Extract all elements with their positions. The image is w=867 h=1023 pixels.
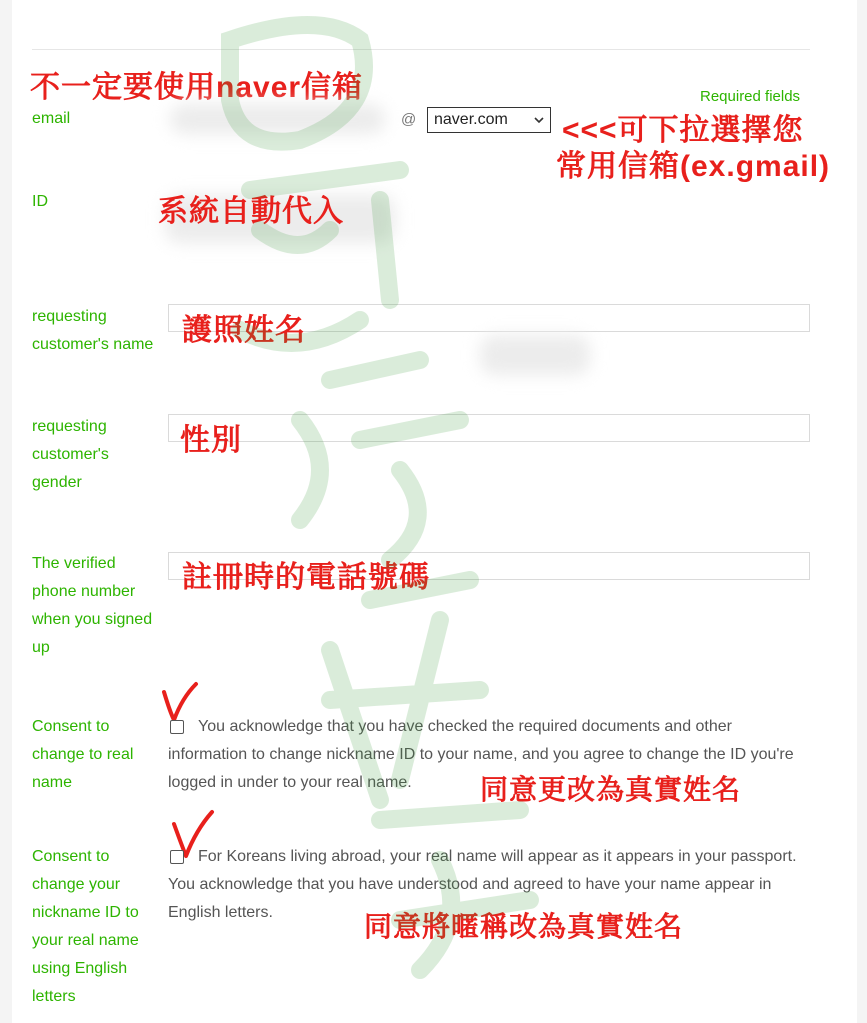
id-annotation: 系統自動代入: [158, 195, 344, 228]
top-divider: [32, 49, 810, 50]
id-label: ID: [32, 193, 48, 210]
gender-label: requesting customer's gender: [32, 418, 109, 491]
right-page-edge: [857, 0, 867, 1023]
consent-english-annotation: 同意將暱稱改為真實姓名: [364, 911, 684, 942]
consent-real-name-text: You acknowledge that you have checked the required documents and other information to change nickname ID to your name, and you agree to change the ID you're logged in under to your real name.: [168, 718, 794, 791]
dropdown-annotation-line1: <<<可下拉選擇您: [562, 114, 804, 147]
consent-real-name-label: Consent to change to real name: [32, 718, 134, 791]
phone-annotation: 註冊時的電話號碼: [182, 561, 430, 594]
dropdown-annotation-line2: 常用信箱(ex.gmail): [556, 150, 831, 183]
phone-label: The verified phone number when you signed up: [32, 555, 153, 656]
name-blur: [480, 335, 590, 375]
name-annotation: 護照姓名: [182, 314, 306, 347]
email-domain-value: naver.com: [434, 111, 508, 128]
consent-english-text: For Koreans living abroad, your real name will appear as it appears in your passport. You acknowledge that you have understood and agreed to have your name appear in English letters.: [168, 848, 797, 921]
at-sign: @: [401, 111, 417, 128]
gender-annotation: 性別: [180, 424, 242, 457]
consent-real-name-annotation: 同意更改為真實姓名: [480, 774, 742, 805]
email-domain-select[interactable]: [427, 107, 551, 133]
consent-english-label: Consent to change your nickname ID to your real name using English letters: [32, 848, 139, 1005]
chevron-down-icon: [533, 114, 545, 126]
email-local-part-redacted: [170, 104, 385, 134]
gender-field[interactable]: [168, 414, 810, 442]
name-label: requesting customer's name: [32, 308, 154, 353]
required-fields-note: Required fields: [700, 88, 801, 105]
email-label: email: [32, 110, 71, 127]
email-annotation: 不一定要使用naver信箱: [30, 71, 364, 104]
left-page-edge: [0, 0, 12, 1023]
